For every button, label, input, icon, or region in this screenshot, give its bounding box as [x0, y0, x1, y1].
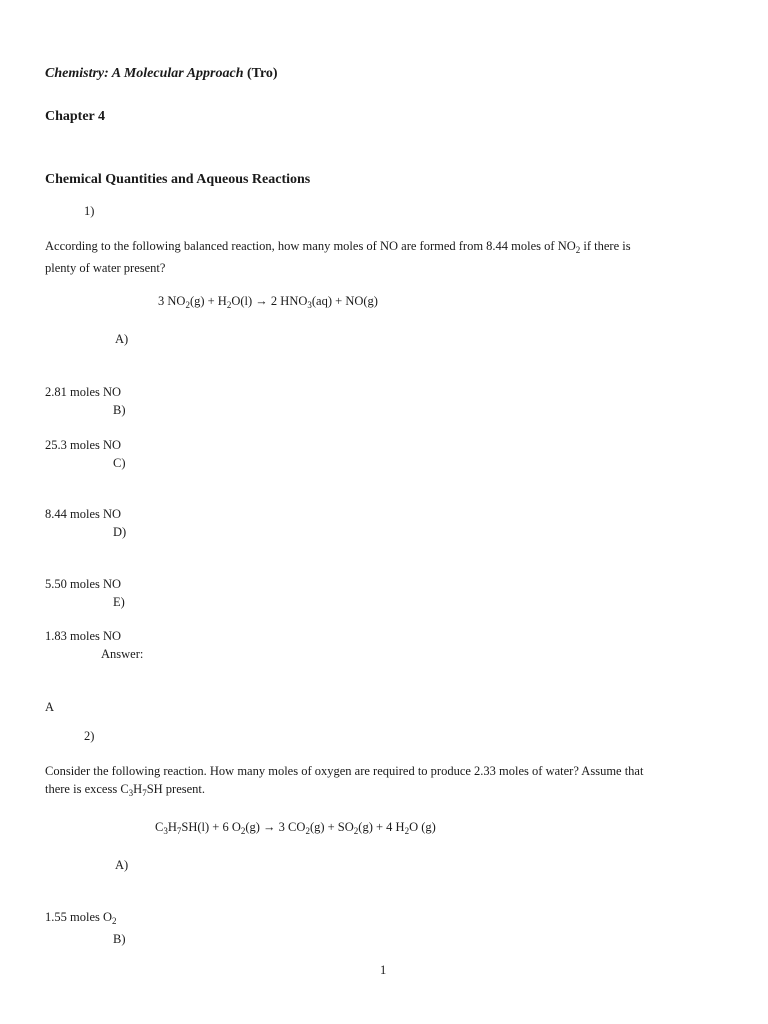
q1-option-b-value: 25.3 moles NO: [45, 438, 122, 452]
chapter-heading: Chapter 4: [45, 109, 106, 124]
question-1-text-line2: plenty of water present?: [45, 261, 166, 275]
book-title-line: [45, 67, 278, 81]
book-title: Chemistry: A Molecular Approach: [45, 66, 244, 81]
q2-option-a-value: 1.55 moles $O_2$: [45, 910, 117, 926]
q1-option-e-letter: E): [113, 595, 125, 609]
section-heading: Chemical Quantities and Aqueous Reactions: [45, 172, 311, 187]
q1-option-d-value: 5.50 moles NO: [45, 577, 122, 591]
page-number: 1: [380, 963, 387, 977]
question-1-number: 1): [84, 204, 95, 218]
q1-option-c-value: 8.44 moles NO: [45, 507, 122, 521]
q1-option-a-letter: A): [115, 332, 129, 346]
q1-option-d-letter: D): [113, 525, 127, 539]
q1-option-b-letter: B): [113, 403, 126, 417]
question-2-text-line1: Consider the following reaction. How many moles of oxygen are required to produce 2.33 moles of water? Assume that: [45, 764, 644, 778]
q2-option-a-letter: A): [115, 858, 129, 872]
q1-answer-value: A: [45, 700, 55, 714]
question-1-equation: 3 $NO_2(g) + H_2O(l) \to 2$ $HNO_3(aq) + NO(g)$: [158, 294, 378, 310]
question-1-text-line1: According to the following balanced reaction, how many moles of NO are formed from 8.44 moles of $NO_2$ if there is: [45, 239, 631, 255]
q1-option-a-value: 2.81 moles NO: [45, 385, 122, 399]
q1-option-e-value: 1.83 moles NO: [45, 629, 122, 643]
question-2-text-line2: there is excess $C_3H_7SH$ present.: [45, 782, 206, 798]
question-2-number: 2): [84, 729, 95, 743]
book-author: (Tro): [246, 66, 278, 81]
q1-answer-label: Answer:: [101, 647, 144, 661]
q1-option-c-letter: C): [113, 456, 126, 470]
q2-option-b-letter: B): [113, 932, 126, 946]
question-2-equation: $C_3H_7SH(l) + 6$ $O_2(g) \to 3$ $CO_2(g) + SO_2(g) + 4$ $H_2O$ (g): [155, 820, 436, 836]
